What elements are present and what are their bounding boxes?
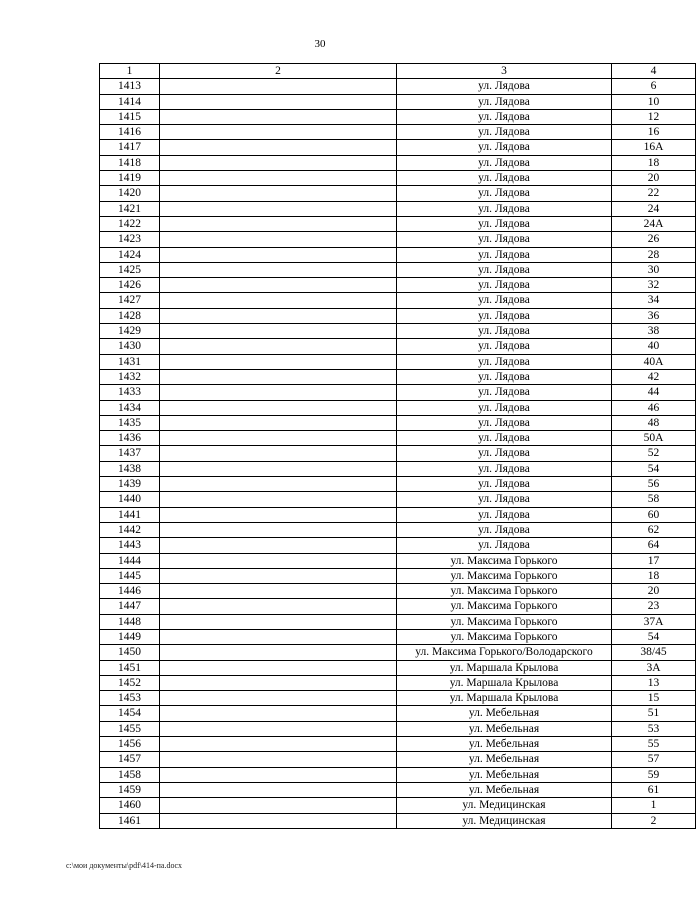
street-cell: ул. Максима Горького/Володарского: [397, 645, 612, 660]
row-number-cell: 1428: [100, 308, 160, 323]
row-number-cell: 1431: [100, 354, 160, 369]
street-cell: ул. Лядова: [397, 79, 612, 94]
page-number: 30: [314, 38, 326, 50]
row-number-cell: 1456: [100, 737, 160, 752]
empty-cell: [160, 477, 397, 492]
table-row: [100, 186, 696, 201]
row-number-cell: 1449: [100, 629, 160, 644]
street-cell: ул. Лядова: [397, 308, 612, 323]
street-cell: ул. Лядова: [397, 125, 612, 140]
empty-cell: [160, 186, 397, 201]
street-cell: ул. Мебельная: [397, 737, 612, 752]
row-number-cell: 1444: [100, 553, 160, 568]
table-row: [100, 232, 696, 247]
house-number-cell: 16А: [612, 140, 696, 155]
table-row: [100, 553, 696, 568]
house-number-cell: 17: [612, 553, 696, 568]
street-cell: ул. Лядова: [397, 400, 612, 415]
street-cell: ул. Лядова: [397, 354, 612, 369]
empty-cell: [160, 507, 397, 522]
row-number-cell: 1450: [100, 645, 160, 660]
house-number-cell: 40А: [612, 354, 696, 369]
empty-cell: [160, 553, 397, 568]
table-row: [100, 216, 696, 231]
house-number-cell: 44: [612, 385, 696, 400]
house-number-cell: 62: [612, 522, 696, 537]
house-number-cell: 24: [612, 201, 696, 216]
house-number-cell: 54: [612, 629, 696, 644]
empty-cell: [160, 385, 397, 400]
house-number-cell: 20: [612, 171, 696, 186]
street-cell: ул. Максима Горького: [397, 614, 612, 629]
house-number-cell: 16: [612, 125, 696, 140]
row-number-cell: 1433: [100, 385, 160, 400]
house-number-cell: 38: [612, 324, 696, 339]
street-cell: ул. Медицинская: [397, 813, 612, 828]
table-row: [100, 140, 696, 155]
row-number-cell: 1437: [100, 446, 160, 461]
empty-cell: [160, 522, 397, 537]
table-row: [100, 798, 696, 813]
table-header-row: [100, 64, 696, 79]
row-number-cell: 1443: [100, 538, 160, 553]
table-row: [100, 293, 696, 308]
column-header-3: 3: [397, 64, 612, 79]
table-row: [100, 171, 696, 186]
house-number-cell: 40: [612, 339, 696, 354]
column-header-1: 1: [100, 64, 160, 79]
house-number-cell: 28: [612, 247, 696, 262]
street-cell: ул. Лядова: [397, 369, 612, 384]
street-cell: ул. Лядова: [397, 293, 612, 308]
street-cell: ул. Лядова: [397, 324, 612, 339]
street-cell: ул. Лядова: [397, 171, 612, 186]
row-number-cell: 1441: [100, 507, 160, 522]
row-number-cell: 1423: [100, 232, 160, 247]
row-number-cell: 1457: [100, 752, 160, 767]
street-cell: ул. Лядова: [397, 155, 612, 170]
row-number-cell: 1416: [100, 125, 160, 140]
table-row: [100, 813, 696, 828]
house-number-cell: 3А: [612, 660, 696, 675]
empty-cell: [160, 737, 397, 752]
row-number-cell: 1418: [100, 155, 160, 170]
table-row: [100, 584, 696, 599]
row-number-cell: 1434: [100, 400, 160, 415]
empty-cell: [160, 140, 397, 155]
empty-cell: [160, 293, 397, 308]
house-number-cell: 2: [612, 813, 696, 828]
house-number-cell: 1: [612, 798, 696, 813]
table-row: [100, 767, 696, 782]
table-row: [100, 752, 696, 767]
house-number-cell: 56: [612, 477, 696, 492]
empty-cell: [160, 201, 397, 216]
empty-cell: [160, 247, 397, 262]
house-number-cell: 32: [612, 278, 696, 293]
table-row: [100, 79, 696, 94]
street-cell: ул. Лядова: [397, 507, 612, 522]
street-cell: ул. Лядова: [397, 278, 612, 293]
street-cell: ул. Мебельная: [397, 706, 612, 721]
house-number-cell: 26: [612, 232, 696, 247]
table-row: [100, 201, 696, 216]
table-row: [100, 691, 696, 706]
empty-cell: [160, 782, 397, 797]
street-cell: ул. Максима Горького: [397, 599, 612, 614]
street-cell: ул. Максима Горького: [397, 584, 612, 599]
street-cell: ул. Лядова: [397, 216, 612, 231]
row-number-cell: 1445: [100, 568, 160, 583]
table-row: [100, 461, 696, 476]
table-row: [100, 568, 696, 583]
house-number-cell: 58: [612, 492, 696, 507]
empty-cell: [160, 216, 397, 231]
row-number-cell: 1427: [100, 293, 160, 308]
street-cell: ул. Лядова: [397, 94, 612, 109]
street-cell: ул. Мебельная: [397, 767, 612, 782]
street-cell: ул. Лядова: [397, 446, 612, 461]
empty-cell: [160, 125, 397, 140]
table-row: [100, 354, 696, 369]
house-number-cell: 55: [612, 737, 696, 752]
table-row: [100, 155, 696, 170]
row-number-cell: 1436: [100, 431, 160, 446]
row-number-cell: 1424: [100, 247, 160, 262]
table-row: [100, 614, 696, 629]
empty-cell: [160, 446, 397, 461]
empty-cell: [160, 675, 397, 690]
row-number-cell: 1448: [100, 614, 160, 629]
table-row: [100, 645, 696, 660]
empty-cell: [160, 721, 397, 736]
row-number-cell: 1447: [100, 599, 160, 614]
empty-cell: [160, 752, 397, 767]
empty-cell: [160, 94, 397, 109]
house-number-cell: 20: [612, 584, 696, 599]
house-number-cell: 53: [612, 721, 696, 736]
empty-cell: [160, 354, 397, 369]
street-cell: ул. Медицинская: [397, 798, 612, 813]
footer-file-path: c:\мои документы\pdf\414-па.docx: [66, 861, 182, 870]
table-row: [100, 247, 696, 262]
empty-cell: [160, 492, 397, 507]
empty-cell: [160, 568, 397, 583]
address-table: [99, 63, 696, 829]
house-number-cell: 64: [612, 538, 696, 553]
house-number-cell: 36: [612, 308, 696, 323]
street-cell: ул. Максима Горького: [397, 629, 612, 644]
empty-cell: [160, 262, 397, 277]
street-cell: ул. Лядова: [397, 461, 612, 476]
street-cell: ул. Лядова: [397, 477, 612, 492]
row-number-cell: 1413: [100, 79, 160, 94]
street-cell: ул. Мебельная: [397, 752, 612, 767]
empty-cell: [160, 660, 397, 675]
column-header-4: 4: [612, 64, 696, 79]
row-number-cell: 1422: [100, 216, 160, 231]
table-row: [100, 477, 696, 492]
street-cell: ул. Маршала Крылова: [397, 691, 612, 706]
table-row: [100, 278, 696, 293]
street-cell: ул. Лядова: [397, 538, 612, 553]
empty-cell: [160, 767, 397, 782]
table-row: [100, 385, 696, 400]
table-row: [100, 415, 696, 430]
empty-cell: [160, 461, 397, 476]
street-cell: ул. Лядова: [397, 415, 612, 430]
table-row: [100, 629, 696, 644]
street-cell: ул. Лядова: [397, 186, 612, 201]
street-cell: ул. Лядова: [397, 492, 612, 507]
street-cell: ул. Мебельная: [397, 721, 612, 736]
row-number-cell: 1454: [100, 706, 160, 721]
empty-cell: [160, 706, 397, 721]
house-number-cell: 10: [612, 94, 696, 109]
row-number-cell: 1455: [100, 721, 160, 736]
house-number-cell: 37А: [612, 614, 696, 629]
street-cell: ул. Лядова: [397, 140, 612, 155]
empty-cell: [160, 629, 397, 644]
street-cell: ул. Лядова: [397, 247, 612, 262]
row-number-cell: 1446: [100, 584, 160, 599]
table-row: [100, 706, 696, 721]
row-number-cell: 1453: [100, 691, 160, 706]
row-number-cell: 1439: [100, 477, 160, 492]
table-body: [100, 79, 696, 829]
street-cell: ул. Лядова: [397, 262, 612, 277]
table-row: [100, 782, 696, 797]
house-number-cell: 50А: [612, 431, 696, 446]
house-number-cell: 61: [612, 782, 696, 797]
empty-cell: [160, 324, 397, 339]
row-number-cell: 1419: [100, 171, 160, 186]
house-number-cell: 18: [612, 155, 696, 170]
empty-cell: [160, 431, 397, 446]
empty-cell: [160, 369, 397, 384]
row-number-cell: 1430: [100, 339, 160, 354]
row-number-cell: 1429: [100, 324, 160, 339]
house-number-cell: 42: [612, 369, 696, 384]
empty-cell: [160, 79, 397, 94]
street-cell: ул. Лядова: [397, 232, 612, 247]
table-row: [100, 431, 696, 446]
table-row: [100, 109, 696, 124]
row-number-cell: 1414: [100, 94, 160, 109]
row-number-cell: 1417: [100, 140, 160, 155]
table-row: [100, 538, 696, 553]
table-row: [100, 400, 696, 415]
house-number-cell: 18: [612, 568, 696, 583]
empty-cell: [160, 278, 397, 293]
column-header-2: 2: [160, 64, 397, 79]
row-number-cell: 1461: [100, 813, 160, 828]
table-row: [100, 125, 696, 140]
table-row: [100, 660, 696, 675]
house-number-cell: 52: [612, 446, 696, 461]
empty-cell: [160, 415, 397, 430]
street-cell: ул. Лядова: [397, 109, 612, 124]
empty-cell: [160, 171, 397, 186]
street-cell: ул. Маршала Крылова: [397, 660, 612, 675]
table-row: [100, 369, 696, 384]
table-row: [100, 308, 696, 323]
row-number-cell: 1459: [100, 782, 160, 797]
empty-cell: [160, 339, 397, 354]
empty-cell: [160, 538, 397, 553]
house-number-cell: 60: [612, 507, 696, 522]
table-row: [100, 94, 696, 109]
street-cell: ул. Лядова: [397, 339, 612, 354]
table-row: [100, 522, 696, 537]
house-number-cell: 15: [612, 691, 696, 706]
street-cell: ул. Максима Горького: [397, 553, 612, 568]
house-number-cell: 12: [612, 109, 696, 124]
empty-cell: [160, 232, 397, 247]
empty-cell: [160, 691, 397, 706]
empty-cell: [160, 308, 397, 323]
street-cell: ул. Лядова: [397, 522, 612, 537]
row-number-cell: 1451: [100, 660, 160, 675]
row-number-cell: 1420: [100, 186, 160, 201]
house-number-cell: 38/45: [612, 645, 696, 660]
house-number-cell: 48: [612, 415, 696, 430]
empty-cell: [160, 614, 397, 629]
table-row: [100, 721, 696, 736]
house-number-cell: 46: [612, 400, 696, 415]
row-number-cell: 1458: [100, 767, 160, 782]
row-number-cell: 1426: [100, 278, 160, 293]
empty-cell: [160, 798, 397, 813]
row-number-cell: 1452: [100, 675, 160, 690]
row-number-cell: 1415: [100, 109, 160, 124]
table-row: [100, 599, 696, 614]
house-number-cell: 51: [612, 706, 696, 721]
empty-cell: [160, 584, 397, 599]
street-cell: ул. Лядова: [397, 431, 612, 446]
empty-cell: [160, 400, 397, 415]
table-row: [100, 262, 696, 277]
row-number-cell: 1460: [100, 798, 160, 813]
house-number-cell: 54: [612, 461, 696, 476]
house-number-cell: 6: [612, 79, 696, 94]
street-cell: ул. Лядова: [397, 385, 612, 400]
table-row: [100, 675, 696, 690]
house-number-cell: 34: [612, 293, 696, 308]
table-row: [100, 446, 696, 461]
table-row: [100, 339, 696, 354]
house-number-cell: 24А: [612, 216, 696, 231]
street-cell: ул. Лядова: [397, 201, 612, 216]
row-number-cell: 1438: [100, 461, 160, 476]
row-number-cell: 1442: [100, 522, 160, 537]
row-number-cell: 1440: [100, 492, 160, 507]
empty-cell: [160, 599, 397, 614]
house-number-cell: 22: [612, 186, 696, 201]
table-row: [100, 507, 696, 522]
empty-cell: [160, 645, 397, 660]
house-number-cell: 57: [612, 752, 696, 767]
empty-cell: [160, 813, 397, 828]
street-cell: ул. Максима Горького: [397, 568, 612, 583]
house-number-cell: 13: [612, 675, 696, 690]
table-row: [100, 737, 696, 752]
street-cell: ул. Маршала Крылова: [397, 675, 612, 690]
row-number-cell: 1432: [100, 369, 160, 384]
table-row: [100, 492, 696, 507]
empty-cell: [160, 155, 397, 170]
table-row: [100, 324, 696, 339]
row-number-cell: 1435: [100, 415, 160, 430]
row-number-cell: 1425: [100, 262, 160, 277]
house-number-cell: 23: [612, 599, 696, 614]
house-number-cell: 30: [612, 262, 696, 277]
street-cell: ул. Мебельная: [397, 782, 612, 797]
row-number-cell: 1421: [100, 201, 160, 216]
house-number-cell: 59: [612, 767, 696, 782]
empty-cell: [160, 109, 397, 124]
